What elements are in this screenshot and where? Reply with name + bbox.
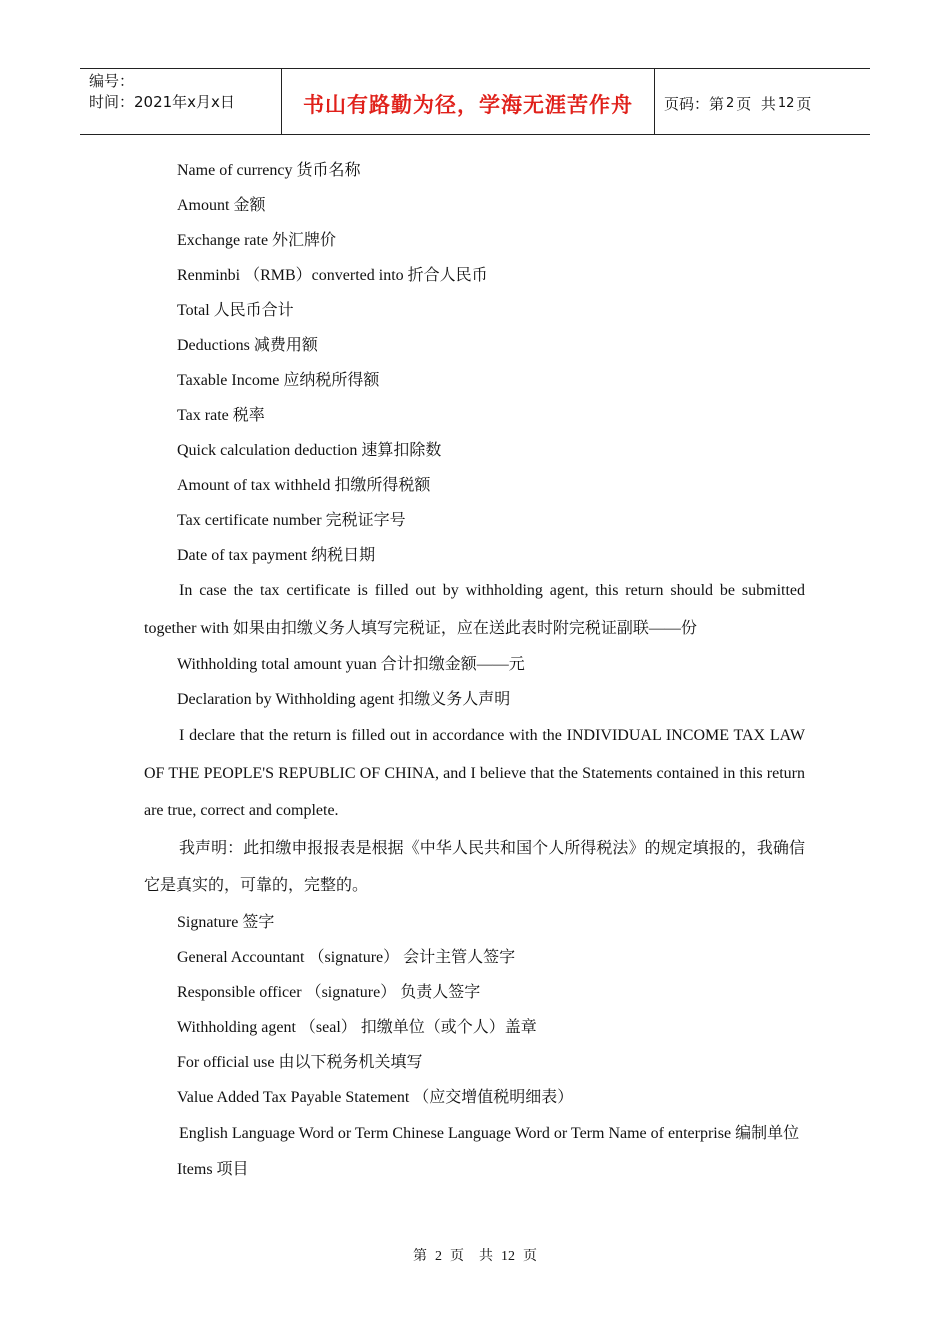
body-line: Exchange rate 外汇牌价 xyxy=(177,232,337,249)
body-line: Tax rate 税率 xyxy=(177,407,265,424)
footer-prefix: 第 xyxy=(413,1249,427,1264)
body-line: Amount of tax withheld 扣缴所得税额 xyxy=(177,477,431,494)
body-line: Signature 签字 xyxy=(177,913,275,931)
body-line: Deductions 减费用额 xyxy=(177,337,318,354)
document-number-label: 编号： xyxy=(89,72,135,90)
body-line: Quick calculation deduction 速算扣除数 xyxy=(177,442,442,459)
header-page-prefix: 页码：第 xyxy=(664,95,725,113)
document-time-label: 时间：2021年x月x日 xyxy=(89,93,235,111)
body-paragraph-declaration-zh: 我声明：此扣缴申报报表是根据《中华人民共和国个人所得税法》的规定填报的，我确信它是真实的，可靠的，完整的。 xyxy=(144,839,805,894)
header-page-current: 2 xyxy=(726,96,735,111)
footer-mid: 页 共 xyxy=(450,1249,493,1264)
header-page-mid: 页 共 xyxy=(736,95,776,113)
body-line: Withholding total amount yuan 合计扣缴金额——元 xyxy=(177,656,525,673)
footer-page-total: 12 xyxy=(501,1249,515,1264)
body-line: Value Added Tax Payable Statement （应交增值税明细表） xyxy=(177,1088,574,1106)
body-line: General Accountant （signature） 会计主管人签字 xyxy=(177,948,516,966)
body-line: For official use 由以下税务机关填写 xyxy=(177,1053,423,1071)
body-paragraph-declaration-en: I declare that the return is filled out in accordance with the INDIVIDUAL INCOME TAX LAW OF THE PEOPLE'S REPUBLIC OF CHINA, and I believe that the Statements contained in this return are true, correct and complete. xyxy=(144,727,805,819)
footer-suffix: 页 xyxy=(523,1249,537,1264)
header-page-info xyxy=(655,69,870,134)
document-body xyxy=(144,153,805,1187)
body-line: Declaration by Withholding agent 扣缴义务人声明 xyxy=(177,691,511,708)
header-page-suffix: 页 xyxy=(796,95,812,113)
body-line: Date of tax payment 纳税日期 xyxy=(177,547,376,564)
body-line: Name of currency 货币名称 xyxy=(177,162,361,179)
body-paragraph-terms: English Language Word or Term Chinese Language Word or Term Name of enterprise 编制单位 xyxy=(179,1124,800,1142)
header-meta xyxy=(80,69,281,134)
body-line: Responsible officer （signature） 负责人签字 xyxy=(177,983,481,1001)
page-footer xyxy=(0,1245,950,1265)
header-page-total: 12 xyxy=(777,96,795,111)
footer-page-current: 2 xyxy=(435,1249,442,1264)
body-line: Renminbi （RMB）converted into 折合人民币 xyxy=(177,267,488,284)
body-line: Items 项目 xyxy=(177,1161,249,1178)
body-line: Withholding agent （seal） 扣缴单位（或个人）盖章 xyxy=(177,1018,537,1036)
body-line: Total 人民币合计 xyxy=(177,302,294,319)
body-line: Taxable Income 应纳税所得额 xyxy=(177,372,380,389)
header-motto-cell xyxy=(281,69,655,134)
header-motto: 书山有路勤为径，学海无涯苦作舟 xyxy=(303,92,633,117)
body-line: Amount 金额 xyxy=(177,197,266,214)
body-line: Tax certificate number 完税证字号 xyxy=(177,512,406,529)
body-paragraph-certificate: In case the tax certificate is filled out by withholding agent, this return should be submitted together with 如果由扣缴义务人填写完税证，应在送此表时附完税证副联——份 xyxy=(144,582,805,637)
page-header xyxy=(80,68,870,135)
